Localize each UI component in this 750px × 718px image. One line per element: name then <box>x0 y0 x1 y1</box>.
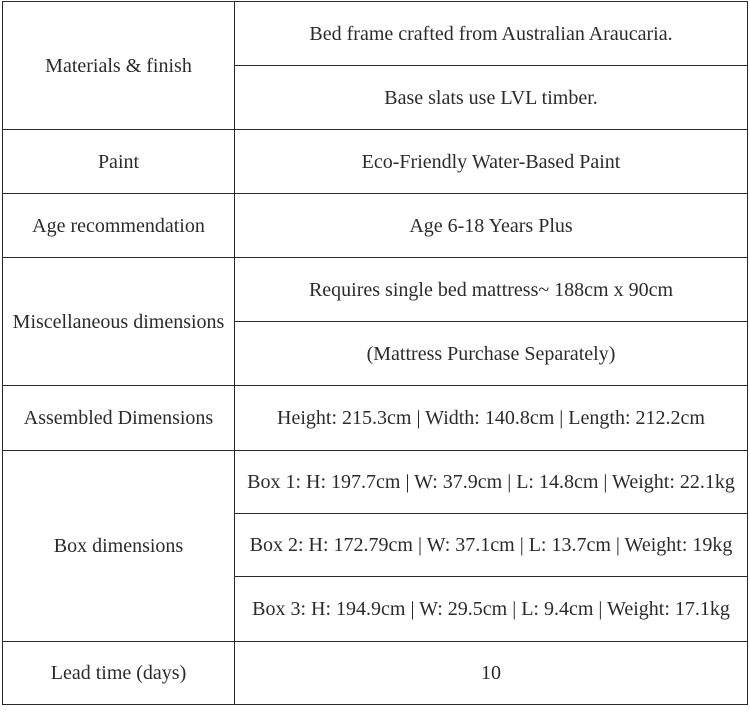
row-value-materials-slats: Base slats use LVL timber. <box>235 66 748 130</box>
row-label-materials: Materials & finish <box>3 2 235 130</box>
row-label-paint: Paint <box>3 130 235 194</box>
row-value-box-3: Box 3: H: 194.9cm | W: 29.5cm | L: 9.4cm | Weight: 17.1kg <box>235 577 748 642</box>
table-row <box>3 2 748 66</box>
row-label-assembled: Assembled Dimensions <box>3 386 235 451</box>
table-row <box>3 642 748 705</box>
specifications-table <box>2 1 748 705</box>
row-value-box-2: Box 2: H: 172.79cm | W: 37.1cm | L: 13.7cm | Weight: 19kg <box>235 514 748 577</box>
table-row <box>3 451 748 514</box>
row-value-age: Age 6-18 Years Plus <box>235 194 748 258</box>
row-value-box-1: Box 1: H: 197.7cm | W: 37.9cm | L: 14.8cm | Weight: 22.1kg <box>235 451 748 514</box>
row-value-lead-time: 10 <box>235 642 748 705</box>
table-row <box>3 130 748 194</box>
row-value-mattress-note: (Mattress Purchase Separately) <box>235 322 748 386</box>
table-row <box>3 194 748 258</box>
row-value-paint: Eco-Friendly Water-Based Paint <box>235 130 748 194</box>
row-label-misc-dimensions: Miscellaneous dimensions <box>3 258 235 386</box>
row-label-lead-time: Lead time (days) <box>3 642 235 705</box>
table-row <box>3 258 748 322</box>
table-row <box>3 386 748 451</box>
row-label-box-dimensions: Box dimensions <box>3 451 235 642</box>
row-value-assembled: Height: 215.3cm | Width: 140.8cm | Length: 212.2cm <box>235 386 748 451</box>
row-label-age: Age recommendation <box>3 194 235 258</box>
row-value-materials-frame: Bed frame crafted from Australian Araucaria. <box>235 2 748 66</box>
row-value-mattress: Requires single bed mattress~ 188cm x 90cm <box>235 258 748 322</box>
